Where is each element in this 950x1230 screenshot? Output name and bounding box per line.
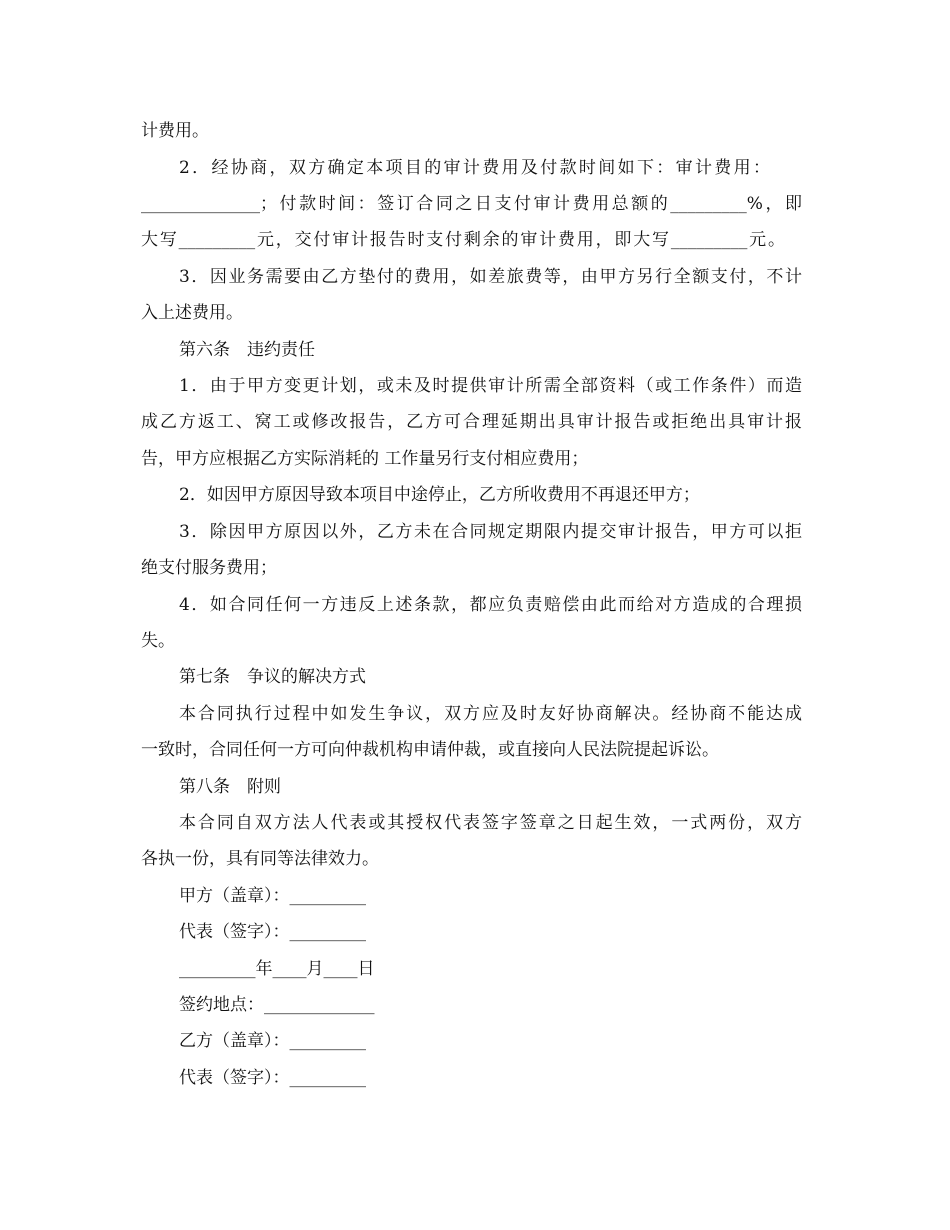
text-line: 4．如合同任何一方违反上述条款，都应负责赔偿由此而给对方造成的合理损 bbox=[179, 595, 802, 615]
text-line: 大写_________元，交付审计报告时支付剩余的审计费用，即大写_________元。 bbox=[141, 230, 785, 250]
text-line: 3．除因甲方原因以外，乙方未在合同规定期限内提交审计报告，甲方可以拒 bbox=[179, 522, 802, 542]
text-line: 3．因业务需要由乙方垫付的费用，如差旅费等，由甲方另行全额支付，不计 bbox=[179, 267, 802, 287]
signing-location-line: 签约地点：_____________ bbox=[179, 995, 375, 1015]
party-a-seal-line: 甲方（盖章）：_________ bbox=[179, 886, 366, 906]
date-line: _________年____月____日 bbox=[179, 959, 375, 979]
party-b-seal-line: 乙方（盖章）：_________ bbox=[179, 1031, 366, 1051]
text-line: 2．如因甲方原因导致本项目中途停止，乙方所收费用不再退还甲方； bbox=[179, 485, 700, 505]
text-line: 各执一份，具有同等法律效力。 bbox=[141, 849, 379, 869]
text-line: 本合同自双方法人代表或其授权代表签字签章之日起生效，一式两份，双方 bbox=[179, 813, 802, 833]
section-heading: 第七条 争议的解决方式 bbox=[179, 667, 366, 687]
text-line: ______________；付款时间：签订合同之日支付审计费用总额的_________%，即 bbox=[141, 194, 802, 214]
text-line: 绝支付服务费用； bbox=[141, 558, 277, 578]
text-line: 入上述费用。 bbox=[141, 303, 243, 323]
text-line: 计费用。 bbox=[141, 121, 209, 141]
text-line: 成乙方返工、窝工或修改报告，乙方可合理延期出具审计报告或拒绝出具审计报 bbox=[141, 412, 802, 432]
text-line: 失。 bbox=[141, 631, 175, 651]
section-heading: 第八条 附则 bbox=[179, 777, 281, 797]
text-line: 本合同执行过程中如发生争议，双方应及时友好协商解决。经协商不能达成 bbox=[179, 704, 802, 724]
text-line: 一致时，合同任何一方可向仲裁机构申请仲裁，或直接向人民法院提起诉讼。 bbox=[141, 740, 719, 760]
party-a-signature-line: 代表（签字）：_________ bbox=[179, 922, 366, 942]
text-line: 2．经协商，双方确定本项目的审计费用及付款时间如下：审计费用： bbox=[179, 158, 770, 178]
text-line: 告，甲方应根据乙方实际消耗的 工作量另行支付相应费用； bbox=[141, 449, 589, 469]
section-heading: 第六条 违约责任 bbox=[179, 340, 315, 360]
party-b-signature-line: 代表（签字）：_________ bbox=[179, 1068, 366, 1088]
text-line: 1．由于甲方变更计划，或未及时提供审计所需全部资料（或工作条件）而造 bbox=[179, 376, 802, 396]
